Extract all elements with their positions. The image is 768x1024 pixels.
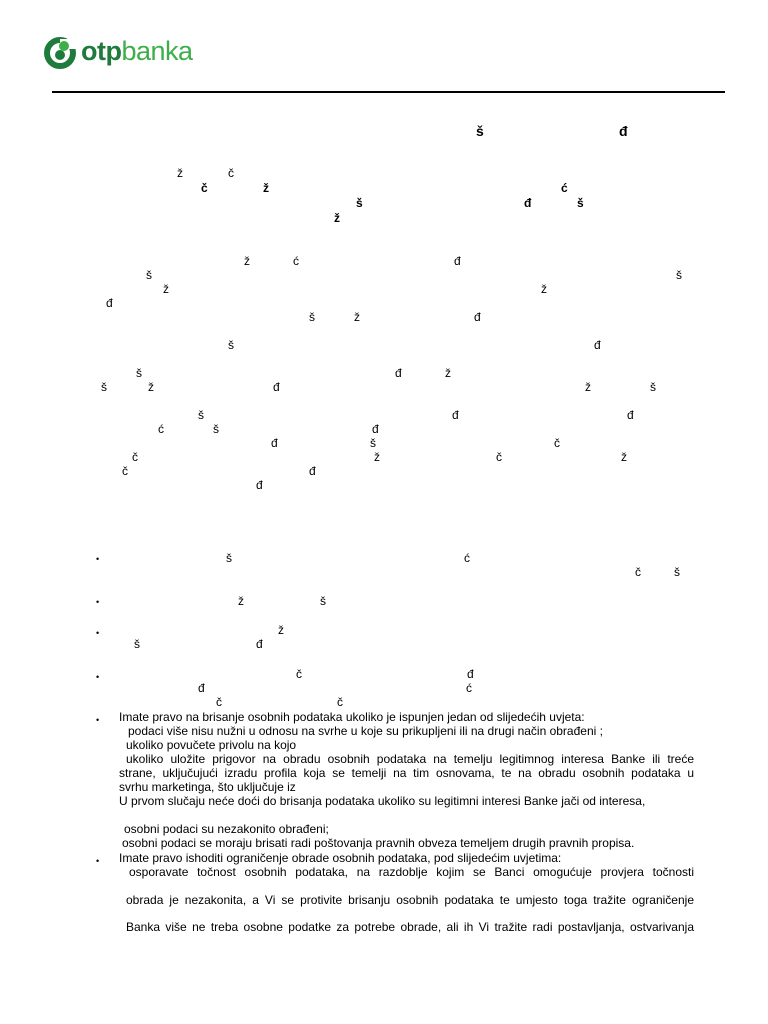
erasure-condition-c-cont: strane, uključujući izradu profila koja se temelji na tim osnovama, te na obradu osobnih podataka u bbox=[119, 766, 694, 780]
restriction-condition-a: osporavate točnost osobnih podataka, na razdoblje kojim se Banci omogućuje provjera točnosti bbox=[129, 865, 694, 879]
body-glyph: č bbox=[201, 181, 208, 195]
body-glyph: š bbox=[101, 380, 107, 394]
body-glyph: š bbox=[676, 268, 682, 282]
body-glyph: đ bbox=[524, 196, 532, 210]
otp-logo-mark-icon bbox=[43, 36, 77, 70]
body-glyph: ć bbox=[561, 181, 568, 195]
body-glyph: ž bbox=[621, 450, 627, 464]
list-glyph: ž bbox=[238, 594, 244, 608]
list-glyph: đ bbox=[198, 681, 205, 695]
body-glyph: š bbox=[146, 268, 152, 282]
logo-banka: banka bbox=[121, 36, 193, 66]
body-glyph: đ bbox=[271, 436, 278, 450]
header-divider bbox=[52, 91, 725, 93]
erasure-condition-c: ukoliko uložite prigovor na obradu osobnih podataka na temelju legitimnog interesa Banke ili treće bbox=[126, 752, 694, 766]
body-glyph: ž bbox=[163, 282, 169, 296]
body-glyph: č bbox=[496, 450, 502, 464]
body-glyph: đ bbox=[273, 380, 280, 394]
body-glyph: ž bbox=[177, 166, 183, 180]
body-glyph: š bbox=[650, 380, 656, 394]
body-glyph: č bbox=[554, 436, 560, 450]
body-glyph: š bbox=[228, 338, 234, 352]
body-glyph: đ bbox=[452, 408, 459, 422]
heading-glyph: š bbox=[476, 123, 484, 139]
erasure-condition-b: ukoliko povučete privolu na kojo bbox=[126, 738, 297, 752]
erasure-note: U prvom slučaju neće doći do brisanja podataka ukoliko su legitimni interesi Banke jači od interesa, bbox=[119, 794, 646, 808]
body-glyph: č bbox=[228, 166, 234, 180]
body-glyph: ž bbox=[374, 450, 380, 464]
heading-glyph: đ bbox=[619, 123, 628, 139]
body-glyph: đ bbox=[106, 296, 113, 310]
list-glyph: š bbox=[226, 551, 232, 565]
list-glyph: š bbox=[134, 637, 140, 651]
body-glyph: đ bbox=[256, 478, 263, 492]
body-glyph: č bbox=[132, 450, 138, 464]
body-glyph: ž bbox=[263, 181, 269, 195]
erasure-condition-e: osobni podaci se moraju brisati radi poštovanja pravnih obveza temeljem drugih pravnih propisa. bbox=[122, 836, 635, 850]
body-glyph: đ bbox=[372, 422, 379, 436]
list-glyph: đ bbox=[256, 637, 263, 651]
body-glyph: ž bbox=[148, 380, 154, 394]
body-glyph: ž bbox=[244, 254, 250, 268]
list-glyph: đ bbox=[467, 667, 474, 681]
body-glyph: đ bbox=[395, 366, 402, 380]
restriction-condition-c: Banka više ne treba osobne podatke za potrebe obrade, ali ih Vi tražite radi postavljanja, ostvarivanja bbox=[126, 920, 694, 934]
restriction-right-title: Imate pravo ishoditi ograničenje obrade osobnih podataka, pod slijedećim uvjetima: bbox=[119, 851, 562, 865]
list-glyph: č bbox=[296, 667, 302, 681]
erasure-condition-a: podaci više nisu nužni u odnosu na svrhe u koje su prikupljeni ili na drugi način obrađeni ; bbox=[128, 724, 603, 738]
erasure-right-title: Imate pravo na brisanje osobnih podataka ukoliko je ispunjen jedan od slijedećih uvjeta: bbox=[119, 710, 585, 724]
body-glyph: ž bbox=[585, 380, 591, 394]
body-glyph: đ bbox=[627, 408, 634, 422]
body-glyph: ć bbox=[293, 254, 299, 268]
list-glyph: ć bbox=[466, 681, 472, 695]
otpbanka-logo bbox=[43, 36, 223, 72]
list-glyph: ž bbox=[278, 623, 284, 637]
body-glyph: đ bbox=[594, 338, 601, 352]
logo-otp: otp bbox=[81, 36, 122, 66]
body-glyph: đ bbox=[474, 310, 481, 324]
body-glyph: š bbox=[370, 436, 376, 450]
bullet-marker: • bbox=[96, 856, 100, 866]
body-glyph: š bbox=[198, 408, 204, 422]
body-glyph: š bbox=[309, 310, 315, 324]
body-glyph: š bbox=[577, 196, 584, 210]
bullet-marker: • bbox=[96, 672, 100, 682]
body-glyph: š bbox=[356, 196, 363, 210]
body-glyph: ž bbox=[354, 310, 360, 324]
bullet-marker: • bbox=[96, 715, 100, 725]
list-glyph: ć bbox=[464, 551, 470, 565]
body-glyph: đ bbox=[454, 254, 461, 268]
body-glyph: ž bbox=[541, 282, 547, 296]
list-glyph: č bbox=[216, 695, 222, 709]
body-glyph: č bbox=[122, 464, 128, 478]
logo-wordmark bbox=[81, 34, 193, 68]
body-glyph: š bbox=[136, 366, 142, 380]
body-glyph: ć bbox=[158, 422, 164, 436]
bullet-marker: • bbox=[96, 628, 100, 638]
body-glyph: š bbox=[213, 422, 219, 436]
body-glyph: ž bbox=[334, 211, 340, 225]
list-glyph: š bbox=[320, 594, 326, 608]
body-glyph: đ bbox=[309, 464, 316, 478]
bullet-marker: • bbox=[96, 597, 100, 607]
list-glyph: š bbox=[674, 565, 680, 579]
erasure-condition-c-end: svrhu marketinga, što uključuje iz bbox=[119, 780, 296, 794]
list-glyph: č bbox=[337, 695, 343, 709]
erasure-condition-d: osobni podaci su nezakonito obrađeni; bbox=[124, 822, 329, 836]
body-glyph: ž bbox=[445, 366, 451, 380]
list-glyph: č bbox=[635, 565, 641, 579]
bullet-marker: • bbox=[96, 554, 100, 564]
restriction-condition-b: obrada je nezakonita, a Vi se protivite brisanju osobnih podataka te umjesto toga tražite ograničenje bbox=[126, 893, 694, 907]
